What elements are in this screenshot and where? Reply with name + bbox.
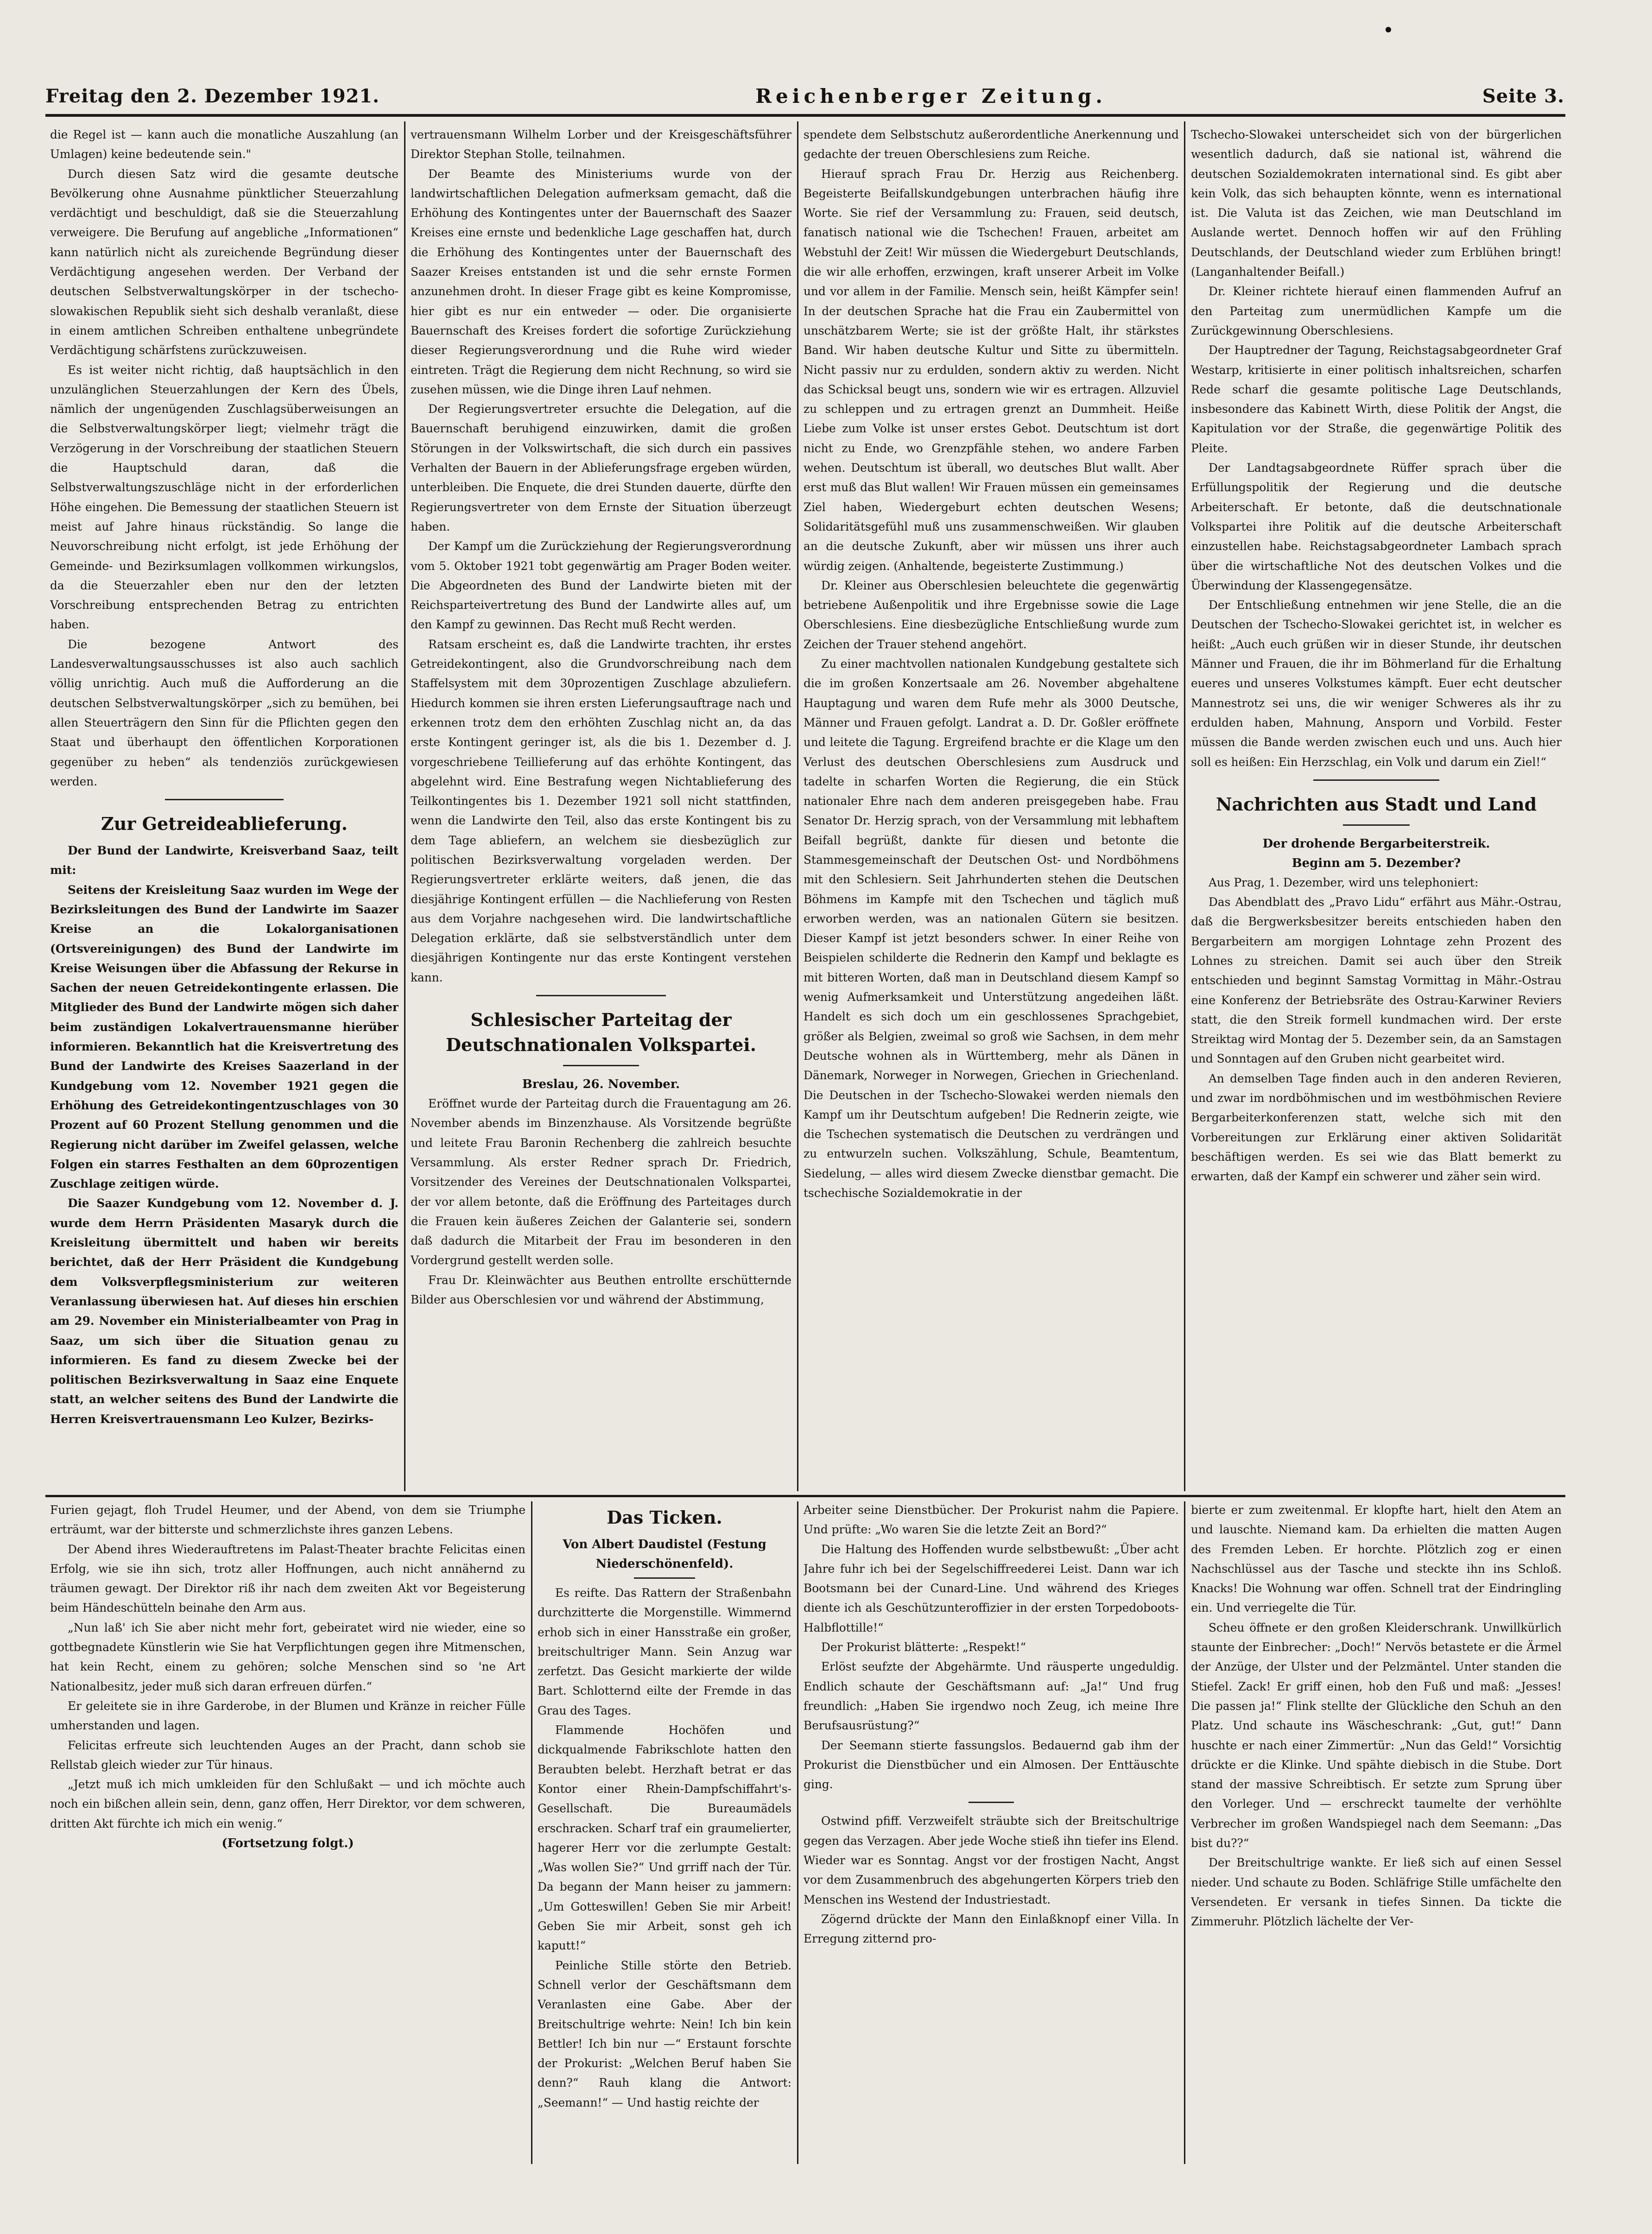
paragraph: Der Hauptredner der Tagung, Reichstagsabgeordneter Graf Westarp, kritisierte in einer politisch inhaltsreichen, scharfen Rede scharf die gesamte politische Lage Deutschlands, insbesondere das Kabinett Wirth, diese Politik der Angst, die Kapitulation vor der Straße, die gegenwärtige Politik des Pleite.: [1191, 343, 1562, 455]
paragraph: Flammende Hochöfen und dickqualmende Fabrikschlote hatten den Beraubten belebt. Herzhaft betrat er das Kontor einer Rhein-Dampfschiffahrt's-Gesellschaft. Die Bureaumädels erschracken. Scharf traf ein graumelierter, hagerer Herr vor die zerlumpte Gestalt: „Was wollen Sie?“ Und grriff nach der Tür. Da begann der Mann heiser zu jammern: „Um Gotteswillen! Geben Sie mir Arbeit! Geben Sie mir Arbeit, sonst geh ich kaputt!“: [538, 1723, 791, 1953]
paragraph: Erlöst seufzte der Abgehärmte. Und räusperte ungeduldig. Endlich schaute der Geschäftsmann auf: „Ja!“ Und frug freundlich: „Haben Sie irgendwo noch Zeug, ich meine Ihre Berufsausrüstung?“: [804, 1660, 1179, 1733]
paragraph: Durch diesen Satz wird die gesamte deutsche Bevölkerung ohne Ausnahme pünktlicher Steuerzahlung verdächtigt und beschuldigt, daß sie die Steuerzahlung verweigere. Die Berufung auf angebliche „Informationen“ kann natürlich nicht als zureichende Begründung dieser Verdächtigung angesehen werden. Der Verband der deutschen Selbstverwaltungskörper in der tschecho-slowakischen Republik sieht sich deshalb veranlaßt, diese in einem amtlichen Schreiben enthaltene unbegründete Verdächtigung schärfstens zurückzuweisen.: [50, 167, 399, 357]
article-column-4: [1191, 125, 1562, 1492]
paragraph: vertrauensmann Wilhelm Lorber und der Kreisgeschäftsführer Direktor Stephan Stolle, teilnahmen.: [411, 128, 791, 161]
paragraph: Felicitas erfreute sich leuchtenden Auges an der Pracht, dann schob sie Rellstab gleich wieder zur Tür hinaus.: [50, 1738, 525, 1772]
headline-nachrichten: Nachrichten aus Stadt und Land: [1215, 793, 1537, 815]
divider: [563, 1065, 639, 1066]
paragraph: Furien gejagt, floh Trudel Heumer, und der Abend, von dem sie Triumphe erträumt, war der bitterste und schmerzlichste ihres ganzen Lebens.: [50, 1503, 525, 1537]
byline: Von Albert Daudistel (Festung Niederschönenfeld).: [563, 1538, 766, 1571]
paragraph: Zu einer machtvollen nationalen Kundgebung gestaltete sich die im großen Konzertsaale am 26. November abgehaltene Hauptagung und waren dem Rufe mehr als 3000 Deutsche, Männer und Frauen gefolgt. Landrat a. D. Dr. Goßler eröffnete und leitete die Tagung. Ergreifend brachte er die Klage um den Verlust des deutschen Oberschlesiens zum Ausdruck und tadelte in scharfen Worten die Regierung, die ein Stück nationaler Ehre nach dem anderen preisgegeben habe. Frau Senator Dr. Herzig sprach, von der Versammlung mit lebhaftem Beifall begrüßt, dankte für diesen und betonte die Stammesgemeinschaft der Deutschen Ost- und Nordböhmens mit den Schlesiern. Seit Jahrhunderten stehen die Deutschen Böhmens im Kampfe mit den Tschechen und täglich muß erworben werden, was an nationalen Gütern sie besitzen. Dieser Kampf ist jetzt besonders schwer. In einer Reihe von Beispielen schilderte die Rednerin den Kampf und beklagte es mit bitteren Worten, daß man in Deutschland diesem Kampf so wenig Aufmerksamkeit und Unterstützung angedeihen läßt. Handelt es sich doch um ein geschlossenes Sprachgebiet, größer als Belgien, zweimal so groß wie Sachsen, in dem mehr Deutsche wohnen als in Württemberg, mehr als Dänen in Dänemark, Norweger in Norwegen, Griechen in Griechenland. Die Deutschen in der Tschecho-Slowakei werden niemals den Kampf um ihr Deutschtum aufgeben! Die Rednerin zeigte, wie die Tschechen systematisch die Deutschen zu verdrängen und zu entwurzeln suchen. Volkszählung, Schule, Beamtentum, Siedelung, — alles wird diesem Zwecke dienstbar gemacht. Die tschechische Sozialdemokratie in der: [804, 657, 1179, 1200]
paragraph: Aus Prag, 1. Dezember, wird uns telephoniert:: [1209, 875, 1479, 889]
divider: [968, 1802, 1013, 1803]
paragraph: „Nun laß' ich Sie aber nicht mehr fort, gebeiratet wird nie wieder, eine so gottbegnadete Künstlerin wie Sie hat Verpflichtungen gegen ihre Mitmenschen, hat kein Recht, einem zu gehören; solche Menschen sind so 'ne Art Nationalbesitz, jeder muß sich daran erfreuen dürfen.“: [50, 1620, 525, 1693]
column-rule: [1184, 121, 1185, 1491]
divider: [165, 799, 284, 800]
divider: [1343, 824, 1410, 826]
masthead-rule: [45, 114, 1565, 117]
continuation-note: (Fortsetzung folgt.): [222, 1836, 354, 1851]
article-column-2: [411, 125, 791, 1492]
headline-das-ticken: Das Ticken.: [607, 1507, 722, 1528]
subheadline: Beginn am 5. Dezember?: [1291, 856, 1461, 870]
newspaper-title: Reichenberger Zeitung.: [755, 84, 1107, 108]
masthead: [45, 82, 1564, 109]
paragraph: Der Abend ihres Wiederauftretens im Palast-Theater brachte Felicitas einen Erfolg, wie sie ihn sich, trotz aller Hoffnungen, auch nicht annähernd zu träumen gewagt. Der Direktor riß ihr nach dem zweiten Akt vor Begeisterung beim Händeschütteln beinahe den Arm aus.: [50, 1542, 525, 1615]
paragraph: Der Seemann stierte fassungslos. Bedauernd gab ihm der Prokurist die Dienstbücher und ein Almosen. Der Enttäuschte ging.: [804, 1738, 1179, 1791]
section-rule: [45, 1495, 1565, 1497]
paragraph: bierte er zum zweitenmal. Er klopfte hart, hielt den Atem an und lauschte. Niemand kam. Da erhielten die matten Augen des Fremden Leben. Er horchte. Plötzlich zog er einen Nachschlüssel aus der Tasche und steckte ihn ins Schloß. Knacks! Die Wohnung war offen. Schnell trat der Eindringling ein. Und verriegelte die Tür.: [1191, 1503, 1562, 1615]
feuilleton-column-2: [538, 1500, 791, 2168]
paragraph: Scheu öffnete er den großen Kleiderschrank. Unwillkürlich staunte der Einbrecher: „Doch!“ Nervös betastete er die Ärmel der Anzüge, der Ulster und der Pelzmäntel. Unter standen die Stiefel. Zack! Er griff einen, hob den Fuß und maß: „Jesses! Die passen ja!“ Flink stellte der Glückliche den Schuh an den Platz. Und schaute ins Wäscheschrank: „Gut, gut!“ Dann huschte er nach einer Zimmertür: „Nun das Geld!“ Vorsichtig drückte er die Klinke. Und spähte diebisch in die Stube. Dort stand der massive Schreibtisch. Er setzte zum Sprung über den Vorleger. Und — erschreckt taumelte der verhöhlte Verbrecher im großen Wandspiegel nach dem Seemann: „Das bist du??“: [1191, 1620, 1562, 1850]
paragraph: Der Bund der Landwirte, Kreisverband Saaz, teilt mit:: [50, 844, 399, 877]
paragraph: Der Regierungsvertreter ersuchte die Delegation, auf die Bauernschaft beruhigend einzuwirken, damit die großen Störungen in der Volkswirtschaft, die sich durch ein passives Verhalten der Bauern in der Ablieferungsfrage ergeben würden, unterbleiben. Die Enquete, die drei Stunden dauerte, dürfte den Regierungsvertreter von dem Ernste der Situation überzeugt haben.: [411, 402, 791, 533]
paragraph: Die Haltung des Hoffenden wurde selbstbewußt: „Über acht Jahre fuhr ich bei der Segelschiffreederei Leist. Dann war ich Bootsmann bei der Cunard-Line. Und während des Krieges diente ich als Geschützunteroffizier in der ersten Torpedoboots-Halbflottille!“: [804, 1542, 1179, 1634]
paragraph: Es reifte. Das Rattern der Straßenbahn durchzitterte die Morgenstille. Wimmernd erhob sich in einer Hansstraße ein großer, breitschultriger Mann. Sein Anzug war zerfetzt. Das Gesicht markierte der wilde Bart. Schlotternd eilte der Fremde in das Grau des Tages.: [538, 1586, 791, 1717]
column-rule: [1184, 1501, 1185, 2164]
paragraph: Der Entschließung entnehmen wir jene Stelle, die an die Deutschen der Tschecho-Slowakei gerichtet ist, in welcher es heißt: „Auch euch grüßen wir in dieser Stunde, ihr deutschen Männer und Frauen, die ihr im Böhmerland für die Erhaltung eueres und unseres Volkstumes kämpft. Euer echt deutscher Mannestrotz sei uns, die wir weniger Schweres als ihr zu erdulden haben, Mahnung, Ansporn und Vorbild. Fester müssen die Bande werden zwischen euch und uns. Auch hier soll es heißen: Ein Herzschlag, ein Volk und darum ein Ziel!“: [1191, 598, 1562, 769]
paragraph: Dr. Kleiner richtete hierauf einen flammenden Aufruf an den Parteitag zum unermüdlichen Kampfe um die Zurückgewinnung Oberschlesiens.: [1191, 285, 1562, 337]
paragraph: Arbeiter seine Dienstbücher. Der Prokurist nahm die Papiere. Und prüfte: „Wo waren Sie die letzte Zeit an Bord?“: [804, 1503, 1179, 1537]
article-column-3: [804, 125, 1179, 1492]
page-number: Seite 3.: [1482, 85, 1564, 107]
divider: [634, 1577, 695, 1579]
feuilleton-column-3: [804, 1500, 1179, 2168]
headline-getreideablieferung: Zur Getreideablieferung.: [101, 813, 348, 835]
paragraph: Seitens der Kreisleitung Saaz wurden im Wege der Bezirksleitungen des Bund der Landwirte im Saazer Kreise an die Lokalorganisationen (Ortsvereinigungen) des Bund der Landwirte im Kreise Weisungen über die Abfassung der Rekurse in Sachen der neuen Getreidekontingente erlassen. Die Mitglieder des Bund der Landwirte mögen sich daher beim zuständigen Lokalvertrauensmanne hierüber informieren. Bekanntlich hat die Kreisvertretung des Bund der Landwirte des Kreises Saazerland in der Kundgebung vom 12. November 1921 gegen die Erhöhung des Getreidekontingentzuschlages von 30 Prozent auf 60 Prozent Stellung genommen und die Regierung nicht darüber im Zweifel gelassen, welche Folgen ein starres Festhalten an dem 60prozentigen Zuschlage zeitigen würde.: [50, 883, 399, 1191]
dateline: Breslau, 26. November.: [522, 1077, 680, 1092]
paragraph: An demselben Tage finden auch in den anderen Revieren, und zwar im nordböhmischen und im westböhmischen Reviere Bergarbeiterkonferenzen statt, welche sich mit den Vorbereitungen zur Erklärung einer aktiven Solidarität beschäftigen werden. Es sei wie das Blatt bemerkt zu erwarten, daß der Kampf ein schwerer und zäher sein wird.: [1191, 1071, 1562, 1183]
column-rule: [531, 1501, 532, 2164]
column-rule: [797, 1501, 798, 2164]
paragraph: Hierauf sprach Frau Dr. Herzig aus Reichenberg. Begeisterte Beifallskundgebungen unterbrachen häufig ihre Worte. Sie rief der Versammlung zu: Frauen, seid deutsch, fanatisch national wie die Tschechen! Frauen, arbeitet am Webstuhl der Zeit! Wir müssen die Wiedergeburt Deutschlands, die wir alle erhoffen, erzwingen, kraft unserer Arbeit im Volke und vor allem in der Familie. Mensch sein, heißt Kämpfer sein! In der deutschen Sprache hat die Frau ein Zaubermittel von unschätzbarem Werte; sie ist der größte Halt, ihr stärkstes Band. Wir haben deutsche Kultur und Sitte zu übermitteln. Nicht passiv nur zu erdulden, sondern aktiv zu werden. Nicht das Schicksal beugt uns, sondern wie wir es ertragen. Allzuviel zu schleppen und zu ertragen grenzt an Dummheit. Heiße Liebe zum Volke ist unser erstes Gebot. Deutschtum ist dort nicht zu Ende, wo Grenzpfähle stehen, wo andere Farben wehen. Deutschtum ist überall, wo deutsches Blut wallt. Aber erst muß das Blut wallen! Wir Frauen müssen ein gemeinsames Ziel haben, Wiedergeburt echten deutschen Wesens; Solidaritätsgefühl muß uns zusammenschweißen. Wir glauben an die deutsche Zukunft, aber wir müssen uns ihrer auch würdig zeigen. (Anhaltende, begeisterte Zustimmung.): [804, 167, 1179, 573]
paragraph: Dr. Kleiner aus Oberschlesien beleuchtete die gegenwärtig betriebene Außenpolitik und ihre Ergebnisse sowie die Lage Oberschlesiens. Eine diesbezügliche Entschließung wurde zum Zeichen der Trauer stehend angehört.: [804, 578, 1179, 651]
feuilleton-column-1: [50, 1500, 525, 2168]
divider: [1313, 779, 1439, 781]
headline-parteitag: Schlesischer Parteitag der Deutschnationalen Volkspartei.: [446, 1009, 756, 1056]
paragraph: Ratsam erscheint es, daß die Landwirte trachten, ihr erstes Getreidekontingent, also die Grundvorschreibung nach dem Staffelsystem mit dem 30prozentigen Zuschlage abzuliefern. Hiedurch kommen sie ihren ersten Lieferungsauftrage nach und erkennen trotz dem den erhöhten Zuschlag nicht an, da das erste Kontingent geringer ist, als die bis 1. Dezember d. J. vorgeschriebene Teillieferung auf das erhöhte Kontingent, das abgelehnt wird. Eine Bestrafung wegen Nichtablieferung des Teilkontingentes bis 1. Dezember 1921 soll nicht stattfinden, wenn die Landwirte den Teil, also das erste Kontingent bis zu dem Tage abliefern, an welchem sie diesbezüglich zur politischen Bezirksverwaltung vorgeladen werden. Der Regierungsvertreter erklärte weiters, daß jenen, die das diesjährige Kontingent erfüllen — die Nachlieferung von Resten aus dem Vorjahre nachgesehen wird. Die landwirtschaftliche Delegation erklärte, daß sie selbstverständlich unter dem diesjährigen Kontingente nur das erste Kontingent verstehen kann.: [411, 637, 791, 984]
divider: [536, 995, 665, 996]
paragraph: die Regel ist — kann auch die monatliche Auszahlung (an Umlagen) keine bedeutende sein.": [50, 128, 399, 161]
paragraph: Peinliche Stille störte den Betrieb. Schnell verlor der Geschäftsmann dem Veranlasten eine Gabe. Aber der Breitschultrige wehrte: Nein! Ich bin kein Bettler! Ich bin nur —“ Erstaunt forschte der Prokurist: „Welchen Beruf haben Sie denn?“ Rauh klang die Antwort: „Seemann!“ — Und hastig reichte der: [538, 1958, 791, 2109]
paragraph: „Jetzt muß ich mich umkleiden für den Schlußakt — und ich möchte auch noch ein bißchen allein sein, denn, ganz offen, Herr Direktor, vor dem schweren, dritten Akt fürchte ich mich ein wenig.“: [50, 1778, 525, 1830]
paragraph: Der Prokurist blätterte: „Respekt!“: [821, 1640, 1026, 1654]
paragraph: Der Breitschultrige wankte. Er ließ sich auf einen Sessel nieder. Und schaute zu Boden. Schläfrige Stille umfächelte den Versendeten. Er versank in tiefes Sinnen. Da tickte die Zimmeruhr. Plötzlich lächelte der Ver-: [1191, 1856, 1562, 1929]
ink-dot: [1386, 27, 1391, 32]
subheadline: Der drohende Bergarbeiterstreik.: [1262, 836, 1490, 851]
paragraph: spendete dem Selbstschutz außerordentliche Anerkennung und gedachte der treuen Oberschlesiens zum Reiche.: [804, 128, 1179, 161]
column-rule: [797, 121, 798, 1491]
paragraph: Das Abendblatt des „Pravo Lidu“ erfährt aus Mähr.-Ostrau, daß die Bergwerksbesitzer bereits entschieden haben den Bergarbeitern am morgigen Lohntage zehn Prozent des Lohnes zu streichen. Damit sei auch über den Streik entschieden und beginnt Samstag Vormittag in Mähr.-Ostrau eine Konferenz der Betriebsräte des Ostrau-Karwiner Reviers statt, die den Streik formell kundmachen wird. Der erste Streiktag wird Montag der 5. Dezember sein, da an Samstagen und Sonntagen auf den Gruben nicht gearbeitet wird.: [1191, 895, 1562, 1066]
paragraph: Zögernd drückte der Mann den Einlaßknopf einer Villa. In Erregung zitternd pro-: [804, 1912, 1179, 1946]
paragraph: Die bezogene Antwort des Landesverwaltungsausschusses ist also auch sachlich völlig unrichtig. Auch muß die Aufforderung an die deutschen Selbstverwaltungskörper „sich zu bemühen, bei allen Steuerträgern den Sinn für die Pflichten gegen den Staat und überhaupt den öffentlichen Korporationen gegenüber zu heben“ als tendenziös zurückgewiesen werden.: [50, 637, 399, 788]
paragraph: Die Saazer Kundgebung vom 12. November d. J. wurde dem Herrn Präsidenten Masaryk durch die Kreisleitung übermittelt und haben wir bereits berichtet, daß der Herr Präsident die Kundgebung dem Volksverpflegsministerium zur weiteren Veranlassung überwiesen hat. Auf dieses hin erschien am 29. November ein Ministerialbeamter von Prag in Saaz, um sich über die Situation genau zu informieren. Es fand zu diesem Zwecke bei der politischen Bezirksverwaltung in Saaz eine Enquete statt, an welcher seitens des Bund der Landwirte die Herren Kreisvertrauensmann Leo Kulzer, Bezirks-: [50, 1196, 399, 1426]
paragraph: Tschecho-Slowakei unterscheidet sich von der bürgerlichen wesentlich dadurch, daß sie national ist, während die deutschen Sozialdemokraten international sind. Es gibt aber kein Volk, das sich behaupten könnte, wenn es international ist. Die Valuta ist das Zeichen, wie man Deutschland im Auslande wertet. Dennoch hoffen wir auf den Frühling Deutschlands, der Deutschland wieder zum Erblühen bringt! (Langanhaltender Beifall.): [1191, 128, 1562, 279]
paragraph: Frau Dr. Kleinwächter aus Beuthen entrollte erschütternde Bilder aus Oberschlesien vor und während der Abstimmung,: [411, 1273, 791, 1307]
paragraph: Der Kampf um die Zurückziehung der Regierungsverordnung vom 5. Oktober 1921 tobt gegenwärtig am Prager Boden weiter. Die Abgeordneten des Bund der Landwirte bieten mit der Reichsparteivertretung des Bund der Landwirte alles auf, um den Kampf zu gewinnen. Das Recht muß Recht werden.: [411, 539, 791, 632]
paragraph: Ostwind pfiff. Verzweifelt sträubte sich der Breitschultrige gegen das Verzagen. Aber jede Woche stieß ihn tiefer ins Elend. Wieder war es Sonntag. Angst vor der frostigen Nacht, Angst vor dem Zusammenbruch des abgehungerten Körpers trieb den Menschen ins Westend der Industriestadt.: [804, 1814, 1179, 1906]
paragraph: Der Beamte des Ministeriums wurde von der landwirtschaftlichen Delegation aufmerksam gemacht, daß die Erhöhung des Kontingentes unter der Bauernschaft des Saazer Kreises eine ernste und bedenkliche Lage geschaffen hat, durch die Erhöhung des Kontingentes unter der Bauernschaft des Saazer Kreises entstanden ist und die sehr ernste Formen anzunehmen droht. In dieser Frage gibt es keine Kompromisse, hier gibt es nur ein entweder — oder. Die organisierte Bauernschaft des Kreises fordert die sofortige Zurückziehung dieser Regierungsverordnung und die Ruhe wird wieder eintreten. Trägt die Regierung dem nicht Rechnung, so wird sie zusehen müssen, wie die Dinge ihren Lauf nehmen.: [411, 167, 791, 396]
paragraph: Eröffnet wurde der Parteitag durch die Frauentagung am 26. November abends im Binzenzhause. Als Vorsitzende begrüßte und leitete Frau Baronin Rechenberg die zahlreich besuchte Versammlung. Als erster Redner sprach Dr. Friedrich, Vorsitzender des Vereines der Deutschnationalen Volkspartei, der vor allem betonte, daß die Eröffnung des Parteitages durch die Frauen kein äußeres Zeichen der Galanterie sei, sondern daß dadurch die Mitarbeit der Frau im besonderen in den Vordergrund gestellt werden solle.: [411, 1097, 791, 1267]
column-rule: [404, 121, 405, 1491]
paragraph: Es ist weiter nicht richtig, daß hauptsächlich in den unzulänglichen Steuerzahlungen der Kern des Übels, nämlich der ungenügenden Zuschlagsüberweisungen an die Selbstverwaltungskörper liegt; vielmehr trägt die Verzögerung in der Vorschreibung der staatlichen Steuern die Hauptschuld daran, daß die Selbstverwaltungszuschläge nicht in der erforderlichen Höhe eingehen. Die Bemessung der staatlichen Steuern ist meist auf Jahre hinaus rückständig. So lange die Neuvorschreibung nicht erfolgt, ist jede Erhöhung der Gemeinde- und Bezirksumlagen vollkommen wirkungslos, da die Steuerzahler eben nur den der letzten Vorschreibung entsprechenden Betrag zu entrichten haben.: [50, 363, 399, 632]
feuilleton-column-4: [1191, 1500, 1562, 2168]
issue-date: Freitag den 2. Dezember 1921.: [45, 85, 380, 107]
article-column-1: [50, 125, 399, 1492]
paragraph: Der Landtagsabgeordnete Rüffer sprach über die Erfüllungspolitik der Regierung und die deutsche Arbeiterschaft. Er betonte, daß die deutschnationale Volkspartei ihre Politik auf die deutsche Arbeiterschaft einzustellen habe. Reichstagsabgeordneter Lambach sprach über die wirtschaftliche Not des deutschen Volkes und die Überwindung der Klassengegensätze.: [1191, 461, 1562, 592]
paragraph: Er geleitete sie in ihre Garderobe, in der Blumen und Kränze in reicher Fülle umherstanden und lagen.: [50, 1699, 525, 1733]
